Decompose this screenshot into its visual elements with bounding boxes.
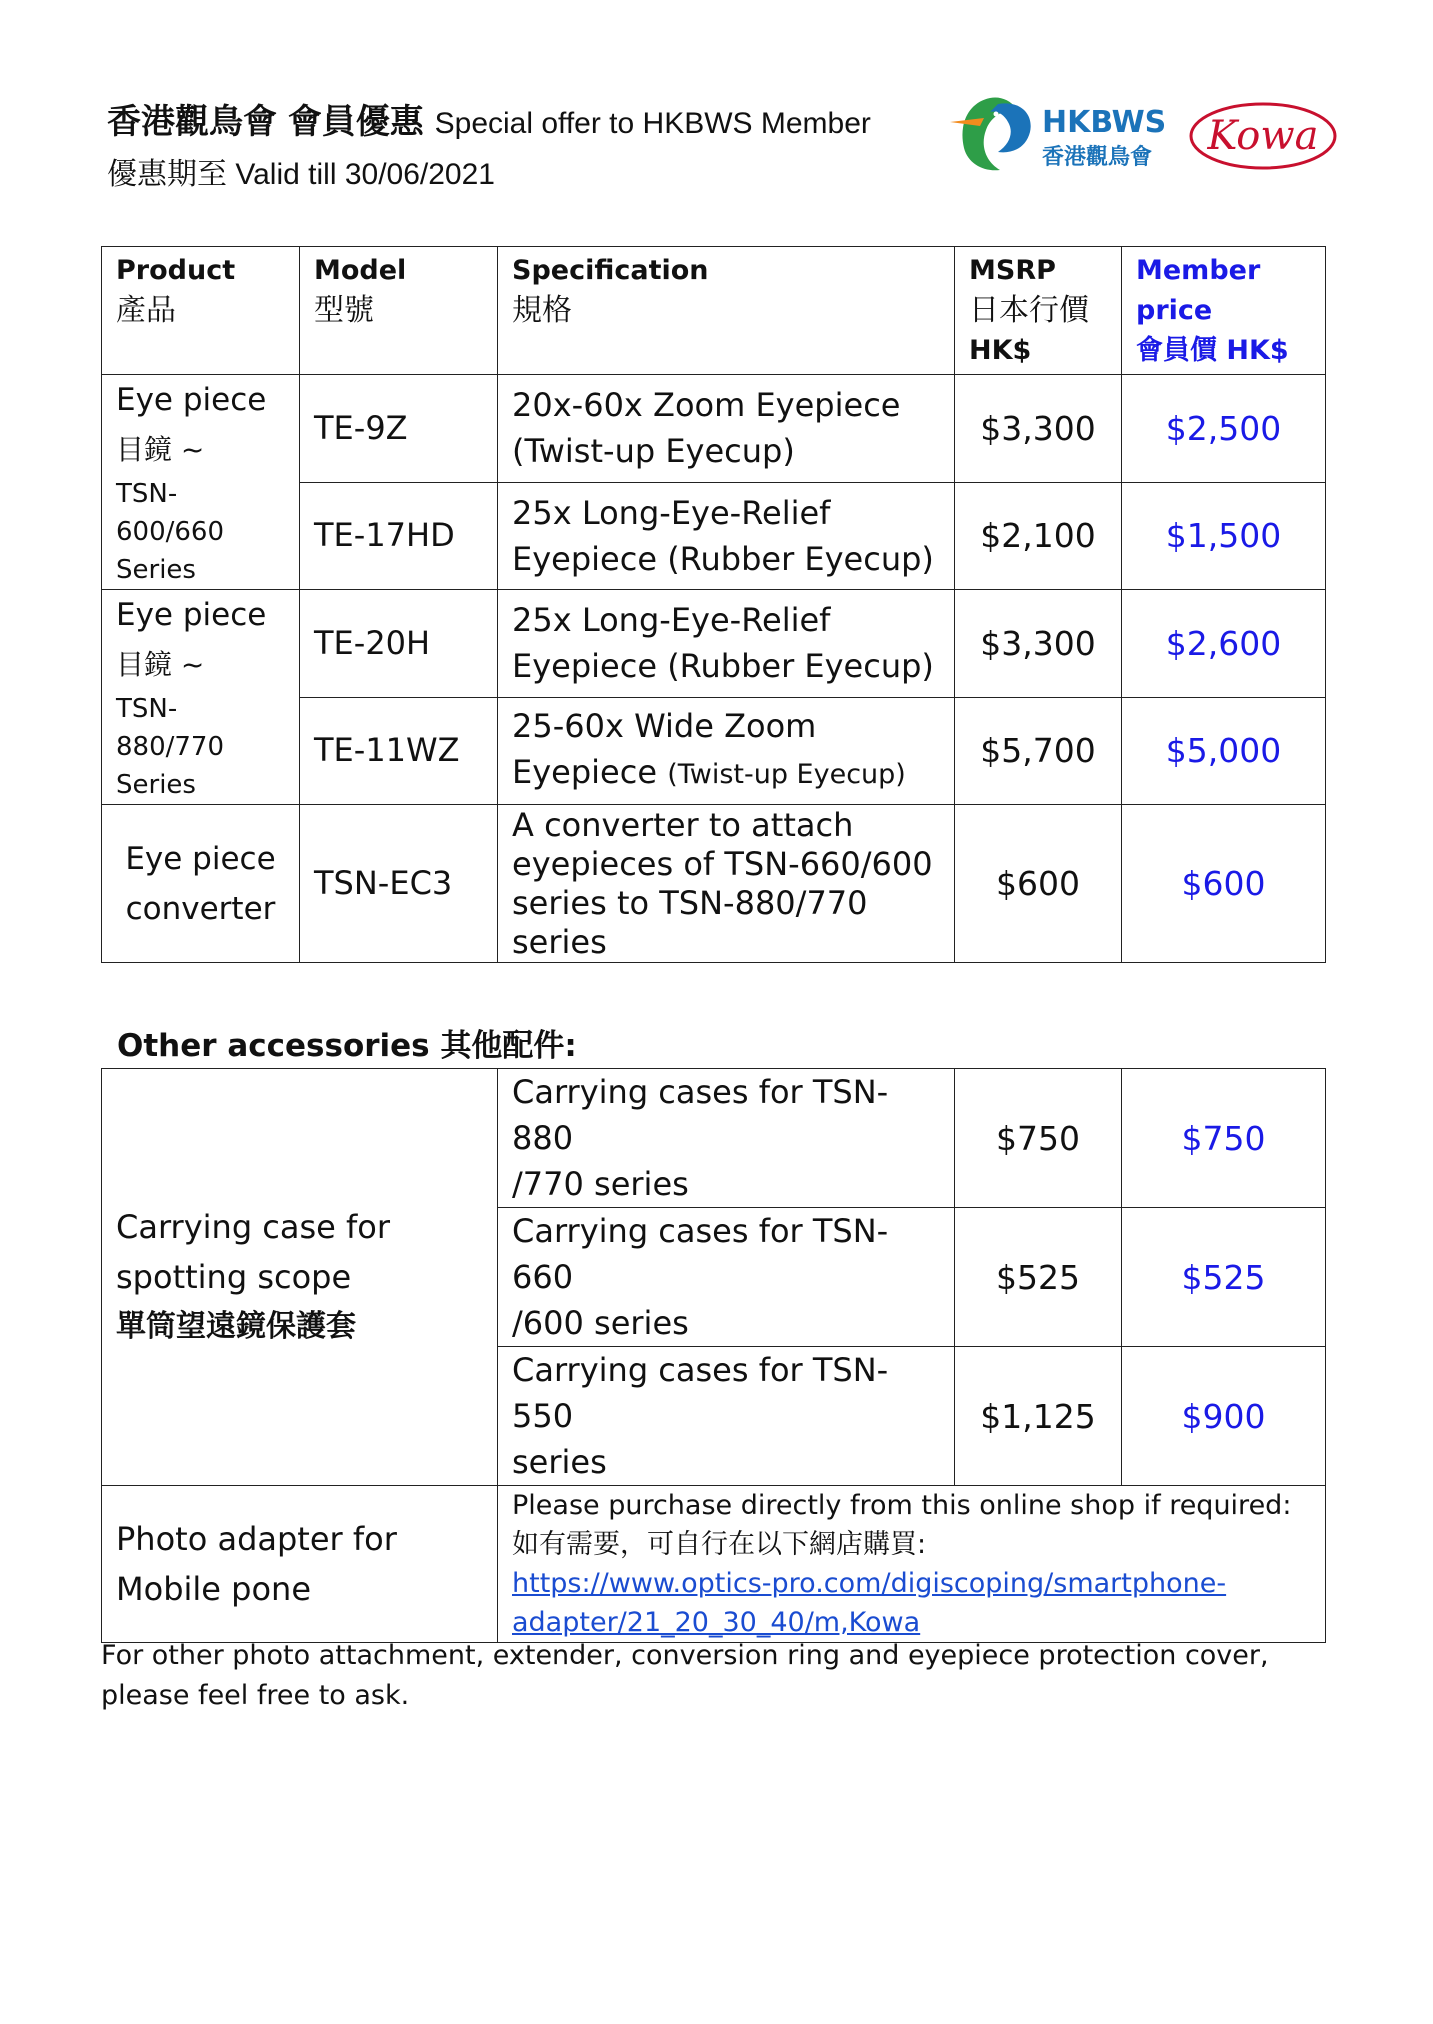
model-cell: TSN-EC3 bbox=[300, 805, 498, 963]
member-price-cell: $600 bbox=[1122, 805, 1326, 963]
spec-line-small: (Twist-up Eyecup) bbox=[667, 759, 906, 791]
model-cell: TE-17HD bbox=[300, 482, 498, 590]
adapter-product-line: Mobile pone bbox=[116, 1570, 311, 1608]
header-member-price bbox=[1122, 247, 1326, 375]
header-member-zh: 會員價 bbox=[1136, 335, 1217, 366]
table-row bbox=[102, 1069, 1326, 1208]
spec-cell bbox=[498, 482, 955, 590]
msrp-cell: $525 bbox=[955, 1208, 1122, 1347]
eyepiece-price-table bbox=[101, 246, 1326, 963]
spec-cell bbox=[498, 1208, 955, 1347]
product-line: Eye piece bbox=[116, 597, 267, 633]
header-product bbox=[102, 247, 300, 375]
case-product-line: Carrying case for bbox=[116, 1208, 391, 1246]
table-row bbox=[102, 805, 1326, 963]
msrp-cell: $2,100 bbox=[955, 482, 1122, 590]
title-offer-zh: 會員優惠 bbox=[287, 102, 424, 142]
spec-line: /600 series bbox=[512, 1304, 689, 1342]
header-member-unit: HK$ bbox=[1226, 335, 1289, 366]
spec-line: Eyepiece (Rubber Eyecup) bbox=[512, 539, 934, 578]
product-line: 目鏡 ~ bbox=[116, 648, 205, 681]
header-model-zh: 型號 bbox=[314, 293, 374, 328]
spec-cell bbox=[498, 590, 955, 698]
spec-line: series bbox=[512, 922, 607, 961]
hkbws-logo bbox=[950, 92, 1175, 176]
header-model-en: Model bbox=[314, 255, 407, 286]
spec-cell bbox=[498, 1347, 955, 1486]
header-spec-zh: 規格 bbox=[512, 293, 572, 328]
accessories-title bbox=[117, 1020, 577, 1065]
table-row bbox=[102, 1486, 1326, 1643]
spec-cell bbox=[498, 375, 955, 483]
adapter-product-line: Photo adapter for bbox=[116, 1520, 397, 1558]
header-product-zh: 產品 bbox=[116, 293, 176, 328]
spec-line: 25x Long-Eye-Relief bbox=[512, 601, 831, 640]
model-cell: TE-9Z bbox=[300, 375, 498, 483]
msrp-cell: $5,700 bbox=[955, 697, 1122, 805]
header-model bbox=[300, 247, 498, 375]
adapter-note-en: Please purchase directly from this online shop if required: bbox=[512, 1490, 1292, 1521]
spec-line: 20x-60x Zoom Eyepiece bbox=[512, 386, 901, 425]
table-row bbox=[102, 375, 1326, 483]
adapter-note-cell bbox=[498, 1486, 1326, 1643]
page-header bbox=[107, 98, 871, 200]
member-price-cell: $900 bbox=[1122, 1347, 1326, 1486]
product-line: converter bbox=[125, 890, 276, 927]
kowa-logo-text: Kowa bbox=[1207, 113, 1319, 159]
header-msrp-en: MSRP bbox=[969, 255, 1056, 286]
kowa-logo bbox=[1188, 100, 1338, 172]
model-cell: TE-11WZ bbox=[300, 697, 498, 805]
header-msrp bbox=[955, 247, 1122, 375]
spec-line: Carrying cases for TSN-660 bbox=[512, 1212, 889, 1296]
valid-en: Valid till 30/06/2021 bbox=[235, 158, 495, 191]
adapter-shop-link[interactable] bbox=[512, 1564, 1311, 1642]
product-cell-tsn600 bbox=[102, 375, 300, 590]
header-member-l1: Member bbox=[1136, 255, 1261, 286]
spec-line: Eyepiece bbox=[512, 753, 658, 792]
link-line[interactable]: adapter/21_20_30_40/m,Kowa bbox=[512, 1607, 921, 1638]
header-spec-en: Specification bbox=[512, 255, 709, 286]
case-product-cell bbox=[102, 1069, 498, 1486]
header-msrp-unit: HK$ bbox=[969, 335, 1032, 366]
header-product-en: Product bbox=[116, 255, 236, 286]
valid-zh: 優惠期至 bbox=[107, 158, 227, 191]
product-line: TSN-880/770 bbox=[116, 694, 225, 762]
accessories-table bbox=[101, 1068, 1326, 1643]
case-product-zh: 單筒望遠鏡保護套 bbox=[116, 1309, 356, 1344]
product-line: Series bbox=[116, 770, 196, 800]
spec-line: (Twist-up Eyecup) bbox=[512, 432, 795, 471]
msrp-cell: $3,300 bbox=[955, 375, 1122, 483]
spec-line: Carrying cases for TSN-550 bbox=[512, 1351, 889, 1435]
member-price-cell: $750 bbox=[1122, 1069, 1326, 1208]
adapter-note-zh: 如有需要，可自行在以下網店購買: bbox=[512, 1529, 927, 1560]
member-price-cell: $2,600 bbox=[1122, 590, 1326, 698]
spec-line: eyepieces of TSN-660/600 bbox=[512, 844, 933, 883]
hkbws-logo-text: HKBWS bbox=[1042, 105, 1167, 140]
accessories-title-zh: 其他配件: bbox=[440, 1028, 577, 1064]
spec-line: 25x Long-Eye-Relief bbox=[512, 493, 831, 532]
spec-cell bbox=[498, 805, 955, 963]
spec-line: 25-60x Wide Zoom bbox=[512, 707, 817, 746]
table-row bbox=[102, 590, 1326, 698]
product-cell-tsn880 bbox=[102, 590, 300, 805]
title-org-zh: 香港觀鳥會 bbox=[107, 102, 277, 142]
spec-line: A converter to attach bbox=[512, 805, 854, 844]
spec-cell bbox=[498, 1069, 955, 1208]
header-member-l2: price bbox=[1136, 295, 1213, 326]
spec-line: series bbox=[512, 1443, 607, 1481]
header-spec bbox=[498, 247, 955, 375]
spec-cell bbox=[498, 697, 955, 805]
adapter-product-cell bbox=[102, 1486, 498, 1643]
model-cell: TE-20H bbox=[300, 590, 498, 698]
member-price-cell: $5,000 bbox=[1122, 697, 1326, 805]
accessories-title-en: Other accessories bbox=[117, 1028, 430, 1064]
case-product-line: spotting scope bbox=[116, 1258, 352, 1296]
msrp-cell: $600 bbox=[955, 805, 1122, 963]
member-price-cell: $525 bbox=[1122, 1208, 1326, 1347]
page-title bbox=[107, 98, 871, 148]
hkbws-logo-zh: 香港觀鳥會 bbox=[1042, 145, 1153, 170]
bird-icon bbox=[950, 97, 1031, 170]
member-price-cell: $1,500 bbox=[1122, 482, 1326, 590]
footer-note: For other photo attachment, extender, conversion ring and eyepiece protection cover, please feel free to ask. bbox=[101, 1640, 1269, 1711]
member-price-cell: $2,500 bbox=[1122, 375, 1326, 483]
spec-line: /770 series bbox=[512, 1165, 689, 1203]
table-header-row bbox=[102, 247, 1326, 375]
spec-line: Eyepiece (Rubber Eyecup) bbox=[512, 647, 934, 686]
link-line[interactable]: https://www.optics-pro.com/digiscoping/smartphone- bbox=[512, 1568, 1227, 1599]
spec-line: Carrying cases for TSN-880 bbox=[512, 1073, 889, 1157]
msrp-cell: $1,125 bbox=[955, 1347, 1122, 1486]
product-line: 目鏡 ~ bbox=[116, 433, 205, 466]
msrp-cell: $3,300 bbox=[955, 590, 1122, 698]
valid-date bbox=[107, 150, 871, 200]
title-en: Special offer to HKBWS Member bbox=[434, 107, 871, 140]
header-msrp-zh: 日本行價 bbox=[969, 293, 1089, 328]
product-line: TSN-600/660 bbox=[116, 479, 225, 547]
msrp-cell: $750 bbox=[955, 1069, 1122, 1208]
product-line: Eye piece bbox=[116, 382, 267, 418]
product-cell-converter bbox=[102, 805, 300, 963]
product-line: Series bbox=[116, 555, 196, 585]
spec-line: series to TSN-880/770 bbox=[512, 883, 868, 922]
product-line: Eye piece bbox=[125, 840, 276, 877]
